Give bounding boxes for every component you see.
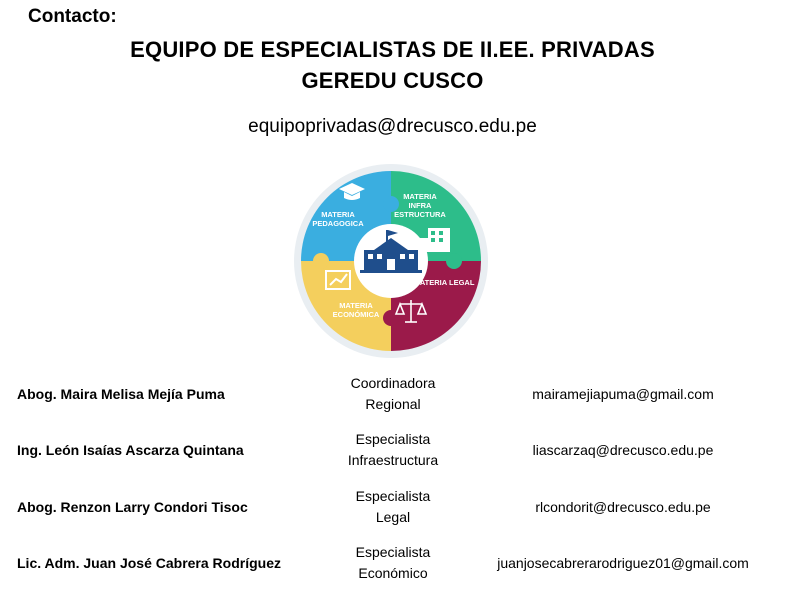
contact-role: Especialista Económico (355, 544, 431, 581)
label-pedagogica-2: PEDAGOGICA (312, 219, 364, 228)
page-title: EQUIPO DE ESPECIALISTAS DE II.EE. PRIVADAS (130, 37, 655, 62)
label-economica-2: ECONÓMICA (332, 310, 380, 319)
contact-role: Especialista Legal (355, 488, 431, 525)
contact-name: Ing. León Isaías Ascarza Quintana (17, 442, 244, 458)
contact-heading: Contacto: (28, 6, 117, 27)
contact-email[interactable]: juanjosecabrerarodriguez01@gmail.com (497, 555, 749, 571)
contact-email[interactable]: liascarzaq@drecusco.edu.pe (532, 442, 714, 458)
contact-name: Lic. Adm. Juan José Cabrera Rodríguez (17, 555, 281, 571)
contact-name: Abog. Maira Melisa Mejía Puma (17, 386, 225, 402)
contact-row (0, 539, 785, 587)
contact-row (0, 483, 785, 531)
contact-row (0, 426, 785, 474)
label-infra-2: INFRA (408, 201, 432, 210)
page-subtitle: GEREDU CUSCO (301, 68, 484, 93)
contact-name: Abog. Renzon Larry Condori Tisoc (17, 499, 248, 515)
team-emblem (294, 164, 488, 358)
contact-row (0, 370, 785, 418)
contact-email[interactable]: rlcondorit@drecusco.edu.pe (535, 499, 711, 515)
contact-role: Especialista Infraestructura (347, 431, 439, 468)
contact-email[interactable]: mairamejiapuma@gmail.com (532, 386, 714, 402)
label-infra-1: MATERIA (403, 192, 437, 201)
contact-role: Coordinadora Regional (350, 375, 436, 412)
team-email[interactable]: equipoprivadas@drecusco.edu.pe (248, 116, 537, 137)
label-pedagogica-1: MATERIA (321, 210, 355, 219)
label-infra-3: ESTRUCTURA (394, 210, 446, 219)
label-economica-1: MATERIA (339, 301, 373, 310)
label-legal: MATERIA LEGAL (413, 278, 475, 287)
